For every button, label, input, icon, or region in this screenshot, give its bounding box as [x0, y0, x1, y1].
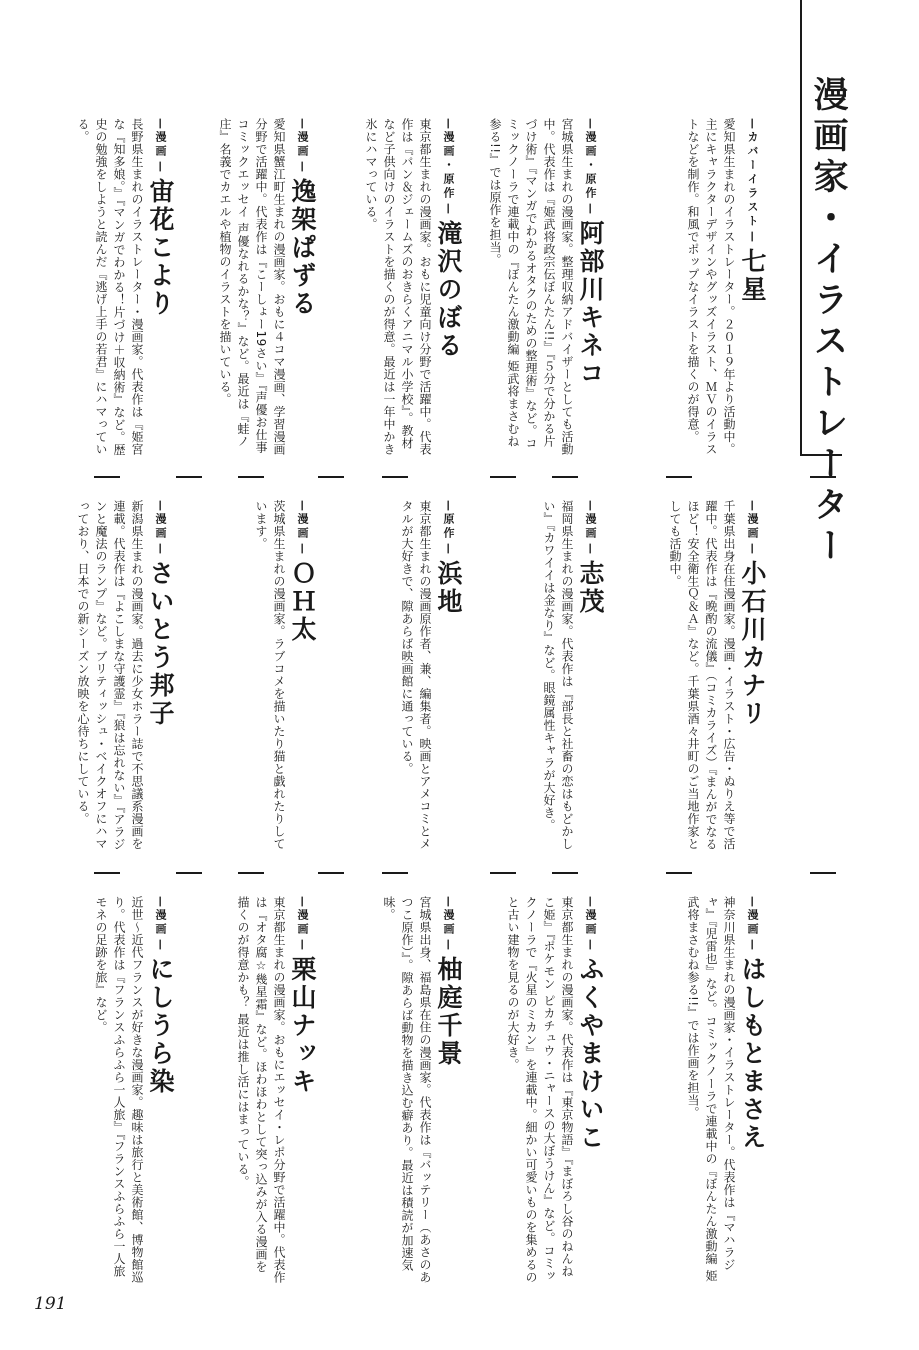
role-label: — 漫画 — — [146, 118, 174, 172]
artist-description: 東京都生まれの漫画原作者、兼、編集者。映画とアメコミとメタルが大好きで、隙あらば映画館に通っている。 — [400, 500, 432, 850]
artist-name: 栗山ナッキ — [288, 956, 317, 1096]
role-label: — 漫画 — — [434, 896, 462, 950]
artist-description: 宮城県生まれの漫画家。整理収納アドバイザーとしても活動中。代表作は『姫武将政宗伝ぼんたん!!』『５分で分かる片づけ術』『マンガでわかるオタクのための整理術』など。コミックノーラで連載中の『ぼんたん激動編 姫武将まさむね参る!!』では原作を担当。 — [488, 118, 574, 456]
artist-entry — [94, 896, 174, 1284]
artist-entry — [76, 118, 175, 458]
role-label: — 漫画 — — [738, 500, 766, 554]
artist-entry — [488, 118, 605, 458]
separator — [238, 872, 264, 874]
role-label: — 漫画 — — [288, 500, 316, 554]
artist-description: 宮城県出身、福島県在住の漫画家。代表作は『バッテリー（あさのあつこ原作）』。隙あらば動物を描き込む癖あり。最近は積読が加速気味。 — [382, 896, 432, 1284]
artist-entry — [364, 118, 463, 458]
separator — [666, 872, 692, 874]
role-label: — 漫画 — — [288, 118, 316, 172]
artist-name: 浜地 — [434, 560, 463, 616]
role-label: — 漫画 — — [146, 896, 174, 950]
artist-description: 東京都生まれの漫画家。おもに児童向け分野で活躍中。代表作は『パン＆ジェームズのおきらくアニマル小学校』。教材など子供向けのイラストを描くのが得意。最近は一年中かき氷にハマっている。 — [364, 118, 432, 456]
artist-name: 志茂 — [576, 560, 605, 616]
artist-description: 東京都生まれの漫画家。おもにエッセイ・レポ分野で活躍中。代表作は『オタ腐☆幾星霜』など。ほわほわとして突っ込みが入る漫画を描くのが得意かも？ 最近は推し活にはまっている。 — [236, 896, 286, 1284]
artist-name: 宙花こより — [146, 178, 175, 318]
artist-description: 茨城県生まれの漫画家。ラブコメを描いたり猫と戯れたりしています。 — [254, 500, 286, 850]
artist-name: はしもとまさえ — [738, 956, 767, 1152]
role-label: — 漫画 — — [738, 896, 766, 950]
artist-description: 福岡県生まれの漫画家。代表作は『部長と社畜の恋はもどかしい』『カワイイは金なり』など。眼鏡属性キャラが大好き。 — [542, 500, 574, 850]
page-number: 191 — [34, 1294, 67, 1314]
artist-entry — [382, 896, 462, 1284]
separator — [490, 872, 516, 874]
artist-entry — [382, 500, 462, 858]
role-label: — 漫画・原作 — — [576, 118, 604, 214]
separator — [382, 476, 408, 478]
artist-description: 愛知県蟹江町生まれの漫画家。おもに４コマ漫画、学習漫画分野で活躍中。代表作は『こーしょー19さい』『声優お仕事コミックエッセイ 声優なれるかな？』など。最近は『蛙ノ庄』名義でカエルや植物のイラストを描いている。 — [218, 118, 286, 456]
role-label: — 漫画 — — [288, 896, 316, 950]
artist-entry — [236, 896, 316, 1284]
artist-entry — [524, 500, 604, 858]
section-heading: 漫画家・イラストレーター — [808, 76, 848, 568]
role-label: — 漫画 — — [146, 500, 174, 554]
artist-description: 神奈川県生まれの漫画家・イラストレーター。代表作は『マハラジャ』『児雷也』など。コミックノーラで連載中の『ぼんたん激動編 姫武将まさむね参る!!』では作画を担当。 — [686, 896, 736, 1282]
artist-entry — [686, 896, 766, 1284]
artist-entry — [506, 896, 605, 1284]
artist-entry — [76, 500, 175, 858]
separator — [382, 872, 408, 874]
artist-name: 阿部川キネコ — [576, 220, 605, 388]
artist-name: 柚庭千景 — [434, 956, 463, 1068]
separator — [810, 476, 836, 478]
artist-name: 逸架ぱずる — [288, 178, 317, 318]
role-label: — 原作 — — [434, 500, 462, 554]
artist-name: 七星 — [738, 248, 767, 304]
role-label: — カバーイラスト — — [738, 118, 766, 242]
artist-description: 愛知県生まれのイラストレーター。２０１９年より活動中。主にキャラクターデザインやグッズイラスト、ＭＶのイラストなどを制作。和風でポップなイラストを描くのが得意。 — [686, 118, 736, 456]
artist-name: 小石川カナリ — [738, 560, 767, 728]
artist-description: 近世〜近代フランスが好きな漫画家。趣味は旅行と美術館、博物館巡り。代表作は『フランスふらふら一人旅』『フランスふらふら一人旅 モネの足跡を旅』など。 — [94, 896, 144, 1284]
artist-description: 新潟県生まれの漫画家。過去に少女ホラー誌で不思議系漫画を連載。代表作は『よこしまな守護霊』『狼は忘れない』『アラジンと魔法のランプ』など。ブリティッシュ・ベイクオフにハマっており、日本での新シーズン放映を心待ちにしている。 — [76, 500, 144, 851]
artist-entry — [686, 118, 766, 458]
artist-name: ＯＨ太 — [288, 560, 317, 644]
separator — [552, 872, 578, 874]
artist-name: 滝沢のぼる — [434, 220, 463, 360]
separator — [238, 476, 264, 478]
role-label: — 漫画 — — [576, 896, 604, 950]
separator — [810, 872, 836, 874]
separator — [318, 872, 344, 874]
artist-entry — [236, 500, 316, 858]
artist-description: 東京都生まれの漫画家。代表作は『東京物語』『まぼろし谷のねんねこ姫』『ポケモン ピカチュウ・ニャースの大ぼうけん』など。コミックノーラで『火星のミカン』を連載中。細かい可愛いものを集めるのと古い建物を見るのが大好き。 — [506, 896, 574, 1284]
artist-name: にしうら染 — [146, 956, 175, 1096]
role-label: — 漫画 — — [576, 500, 604, 554]
artist-name: ふくやまけいこ — [576, 956, 605, 1152]
artist-entry — [218, 118, 317, 458]
separator — [666, 476, 692, 478]
separator — [552, 476, 578, 478]
artist-entry — [668, 500, 767, 858]
separator — [176, 476, 202, 478]
separator — [318, 476, 344, 478]
separator — [490, 476, 516, 478]
separator — [94, 476, 120, 478]
separator — [94, 872, 120, 874]
separator — [176, 872, 202, 874]
role-label: — 漫画・原作 — — [434, 118, 462, 214]
artist-description: 長野県生まれのイラストレーター・漫画家。代表作は『姫宮な『知多娘。』『マンガでわかる！片づけ＋収納術』など。歴史の勉強をしようと読んだ『逃げ上手の若君』にハマっている。 — [76, 118, 144, 456]
artist-name: さいとう邦子 — [146, 560, 175, 728]
artist-description: 千葉県出身在住漫画家。漫画・イラスト・広告・ぬりえ等で活躍中。代表作は『晩酌の流儀』（コミカライズ）『まんがでなるほど！安全衛生Ｑ＆Ａ』など。千葉県酒々井町のご当地作家としても活動中。 — [668, 500, 736, 851]
